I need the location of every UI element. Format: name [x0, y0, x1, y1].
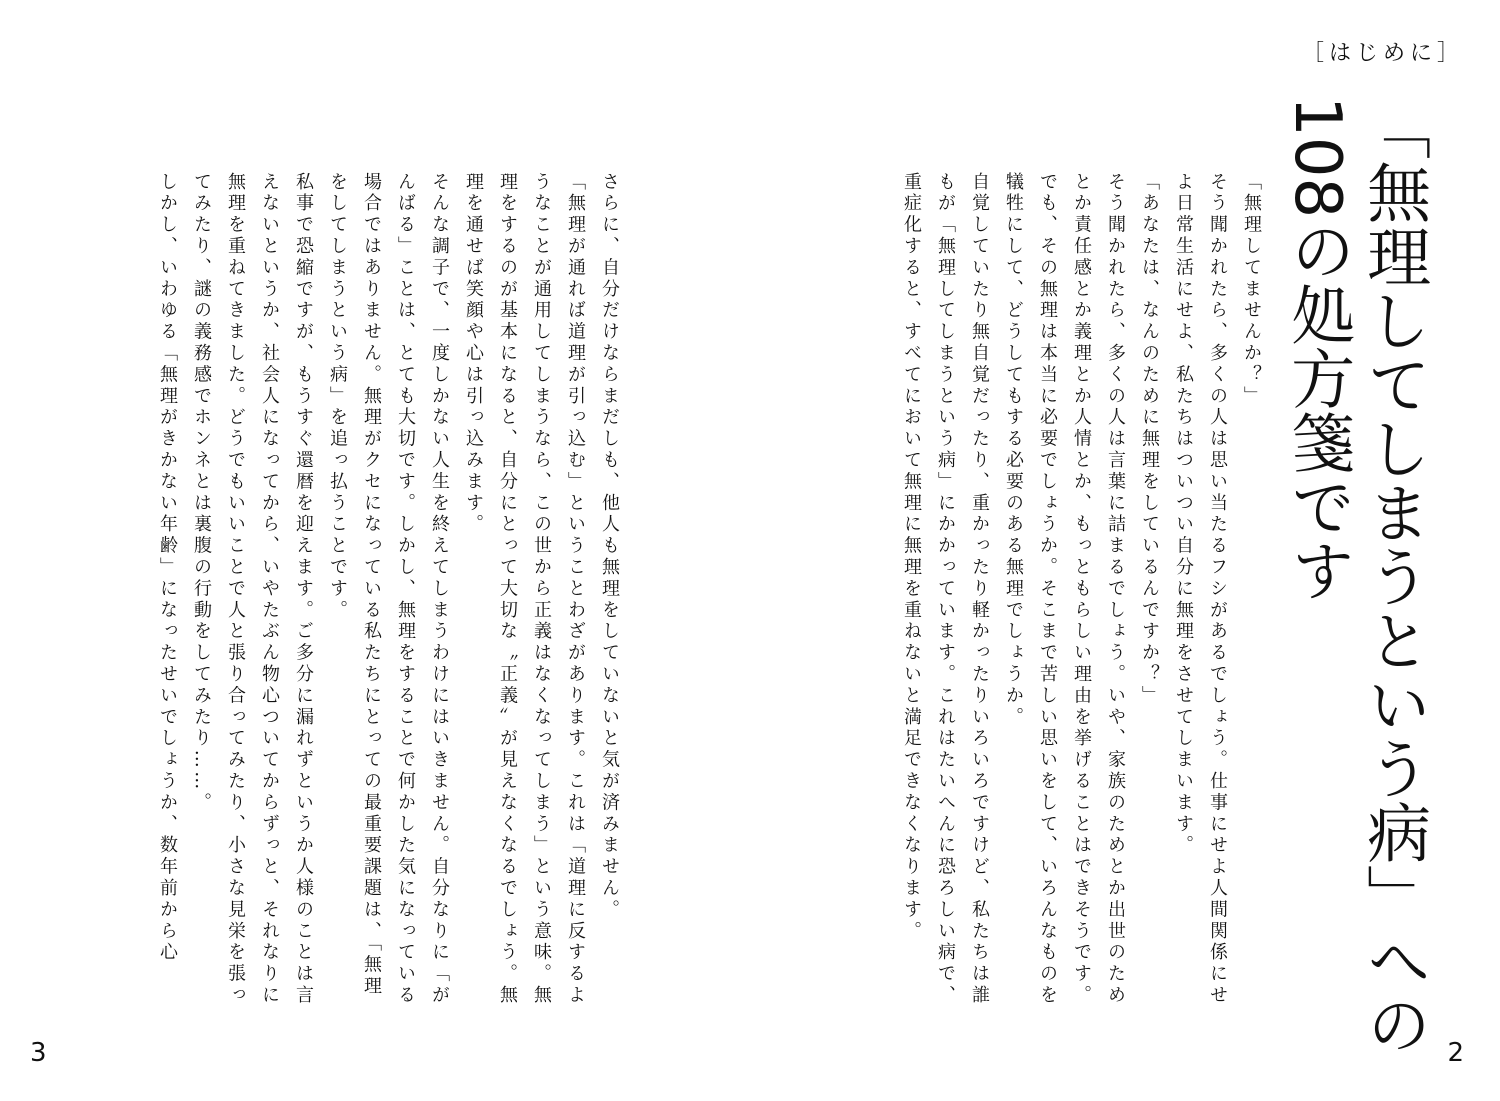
paragraph: そう聞かれたら、多くの人は言葉に詰まるでしょう。いや、家族のためとか出世のためとか責任感とか義理とか人情とか、もっともらしい理由を挙げることはできそうです。でも、その無理は本当に必要でしょうか。そこまで苦しい思いをして、いろんなものを犠牲にして、どうしてもする必要のある無理でしょうか。 [1003, 172, 1126, 1007]
page-number: 3 [30, 1038, 47, 1068]
title-line-1: 「無理してしまうという病」への [1356, 96, 1431, 1056]
chapter-title [1279, 96, 1431, 1056]
paragraph: そんな調子で、一度しかない人生を終えてしまうわけにはいきません。自分なりに「がんばる」ことは、とても大切です。しかし、無理をすることで何かした気になっている場合ではありません。無理がクセになっている私たちにとっての最重要課題は、「無理をしてしまうという病」を追っ払うことです。 [327, 172, 450, 1007]
right-page [750, 0, 1500, 1101]
paragraph: しかし、いわゆる「無理がきかない年齢」になったせいでしょうか、数年前から心 [157, 172, 178, 964]
paragraph: 「あなたは、なんのために無理をしているんですか？」 [1139, 172, 1160, 707]
page-number: 2 [1447, 1038, 1464, 1068]
paragraph: さらに、自分だけならまだしも、他人も無理をしていないと気が済みません。 [599, 172, 620, 921]
paragraph: 「無理してませんか？」 [1241, 172, 1262, 408]
body-text [150, 172, 626, 1012]
paragraph: 「無理が通れば道理が引っ込む」ということわざがあります。これは「道理に反するようなことが通用してしまうなら、この世から正義はなくなってしまう」という意味。無理をするのが基本になると、自分にとって大切な〝正義〟が見えなくなるでしょう。無理を通せば笑顔や心は引っ込みます。 [463, 172, 586, 1007]
paragraph: そう聞かれたら、多くの人は思い当たるフシがあるでしょう。仕事にせよ人間関係にせよ日常生活にせよ、私たちはついつい自分に無理をさせてしまいます。 [1173, 172, 1228, 1007]
paragraph: 自覚していたり無自覚だったり、重かったり軽かったりいろいろですけど、私たちは誰もが「無理してしまうという病」にかかっています。これはたいへんに恐ろしい病で、重症化すると、すべてにおいて無理に無理を重ねないと満足できなくなります。 [901, 172, 990, 1007]
section-label: ［はじめに］ [1301, 41, 1464, 66]
body-text [894, 172, 1268, 1012]
paragraph: 私事で恐縮ですが、もうすぐ還暦を迎えます。ご多分に漏れずというか人様のことは言えないというか、社会人になってから、いやたぶん物心ついてからずっと、それなりに無理を重ねてきました。どうでもいいことで人と張り合ってみたり、小さな見栄を張ってみたり、謎の義務感でホンネとは裏腹の行動をしてみたり……。 [191, 172, 314, 1007]
title-line-2: 108の処方箋です [1280, 96, 1355, 603]
